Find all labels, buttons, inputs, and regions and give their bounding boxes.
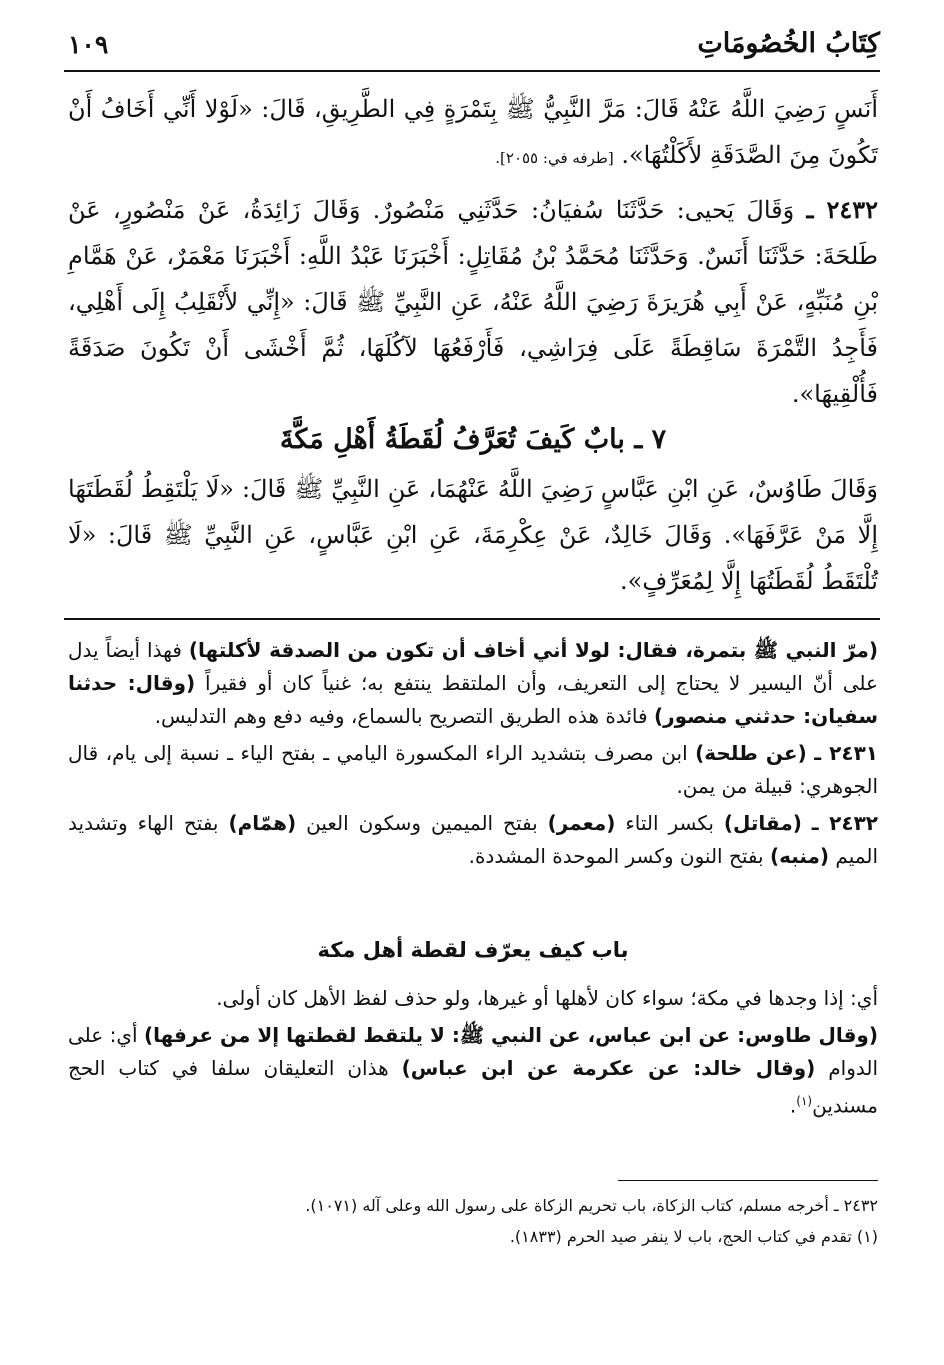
quoted-text: (وقال: حدثنا سفيان: حدثني منصور) bbox=[68, 671, 878, 728]
footnotes bbox=[68, 1190, 878, 1252]
quoted-text: (وقال طاوس: عن ابن عباس، عن النبي ﷺ: لا يلتقط لقطتها إلا من عرفها) bbox=[143, 1023, 879, 1047]
page-header bbox=[64, 28, 880, 64]
commentary-text-4: أي: إذا وجدها في مكة؛ سواء كان لأهلها أو غيرها، ولو حذف لفظ الأهل كان أولى. bbox=[216, 986, 878, 1010]
hadith-text bbox=[68, 86, 878, 417]
commentary-subheading: باب كيف يعرّف لقطة أهل مكة bbox=[317, 938, 629, 962]
commentary-text: بفتح النون وكسر الموحدة المشددة. bbox=[468, 844, 770, 868]
page-number: ١٠٩ bbox=[68, 30, 109, 59]
commentary-text: بفتح الهاء وتشديد الميم bbox=[68, 811, 878, 868]
footnote-rule bbox=[618, 1180, 878, 1181]
section-divider bbox=[64, 618, 880, 620]
chapter-title: ٧ ـ بابٌ كَيفَ تُعَرَّفُ لُقَطَةُ أَهْلِ مَكَّةَ bbox=[279, 424, 667, 455]
book-title: كِتَابُ الخُصُومَاتِ bbox=[697, 28, 880, 59]
commentary-text: بفتح الميمين وسكون العين bbox=[296, 811, 548, 835]
quoted-text: (مقاتل) bbox=[723, 811, 802, 835]
footnote-2: (١) تقدم في كتاب الحج، باب لا ينفر صيد الحرم (١٨٣٣). bbox=[509, 1227, 878, 1246]
hadith-text-1: أَنَسٍ رَضِيَ اللَّهُ عَنْهُ قَالَ: مَرَّ النَّبِيُّ ﷺ بِتَمْرَةٍ فِي الطَّرِيقِ، قَالَ: «لَوْلا أَنِّي أَخَافُ أَنْ تَكُونَ مِنَ الصَّدَقَةِ لأَكَلْتُهَا». bbox=[68, 95, 878, 169]
commentary-text: بكسر التاء bbox=[615, 811, 724, 835]
quoted-text: (همّام) bbox=[228, 811, 297, 835]
hadith-number: ٢٤٣٢ ـ bbox=[806, 195, 878, 224]
commentary-text: أي: على الدوام bbox=[68, 1023, 879, 1080]
footnote-1: ٢٤٣٢ ـ أخرجه مسلم، كتاب الزكاة، باب تحريم الزكاة على رسول الله وعلى آله (١٠٧١). bbox=[305, 1196, 878, 1215]
commentary-text: . bbox=[789, 1093, 797, 1118]
commentary-text: هذان التعليقان سلفا في كتاب الحج مسندين bbox=[68, 1056, 878, 1118]
quoted-text: (معمر) bbox=[547, 811, 616, 835]
cross-reference: [طرفه في: ٢٠٥٥]. bbox=[495, 149, 614, 167]
quoted-text: (وقال خالد: عن عكرمة عن ابن عباس) bbox=[401, 1056, 816, 1080]
quoted-text: (مرّ النبي ﷺ بتمرة، فقال: لولا أني أخاف أن تكون من الصدقة لأكلتها) bbox=[188, 638, 878, 662]
commentary-number: ٢٤٣١ ـ bbox=[814, 741, 878, 765]
header-rule bbox=[64, 70, 880, 72]
commentary-number: ٢٤٣٢ ـ bbox=[811, 811, 878, 835]
commentary-paragraph bbox=[68, 807, 878, 873]
commentary-text: ابن مصرف بتشديد الراء المكسورة اليامي ـ بفتح الياء ـ نسبة إلى يام، قال الجوهري: قبيلة من يمن. bbox=[68, 741, 878, 798]
hadith-paragraph bbox=[68, 86, 878, 181]
commentary-paragraph bbox=[68, 1019, 878, 1123]
commentary-text: فائدة هذه الطريق التصريح بالسماع، وفيه دفع وهم التدليس. bbox=[154, 704, 654, 728]
commentary-paragraph bbox=[68, 737, 878, 803]
commentary-text: فهذا أيضاً يدل على أنّ اليسير لا يحتاج إلى التعريف، وأن الملتقط ينتفع به؛ غنياً كان أو فقيراً bbox=[68, 638, 878, 695]
hadith-text-2: وَقَالَ يَحيى: حَدَّثَنَا سُفيَانُ: حَدَّثَنِي مَنْصُورٌ. وَقَالَ زَائِدَةُ، عَنْ مَنْصُورٍ، عَنْ طَلحَةَ: حَدَّثَنَا أَنَسٌ. وَحَدَّثَنَا مُحَمَّدُ بْنُ مُقَاتِلٍ: أَخْبَرَنَا عَبْدُ اللَّهِ: أَخْبَرَنَا مَعْمَرٌ، عَنْ هَمَّامِ بْنِ مُنَبِّهٍ، عَنْ أَبِي هُرَيرَةَ رَضِيَ اللَّهُ عَنْهُ، عَنِ النَّبِيِّ ﷺ قَالَ: «إِنِّي لأَنْقَلِبُ إِلَى أَهْلِي، فَأَجِدُ التَّمْرَةَ سَاقِطَةً عَلَى فِرَاشِي، فَأَرْفَعُهَا لآكُلَهَا، ثُمَّ أَخْشَى أَنْ تَكُونَ صَدَقَةً فَأُلْقِيهَا». bbox=[68, 196, 879, 408]
commentary-2 bbox=[68, 982, 878, 1127]
footnote-marker[interactable]: (١) bbox=[796, 1094, 813, 1108]
hadith-text-3: وَقَالَ طَاوُسٌ، عَنِ ابْنِ عَبَّاسٍ رَضِيَ اللَّهُ عَنْهُمَا، عَنِ النَّبِيِّ ﷺ قَالَ: «لَا يَلْتَقِطُ لُقَطَتَهَا إِلَّا مَنْ عَرَّفَهَا». وَقَالَ خَالِدٌ، عَنْ عِكْرِمَةَ، عَنِ ابْنِ عَبَّاسٍ، عَنِ النَّبِيِّ ﷺ قَالَ: «لَا تُلْتَقَطُ لُقَطَتُهَا إِلَّا لِمُعَرِّفٍ». bbox=[68, 475, 878, 595]
quoted-text: (منبه) bbox=[769, 844, 830, 868]
commentary-paragraph bbox=[68, 634, 878, 733]
hadith-paragraph bbox=[68, 187, 878, 417]
commentary bbox=[68, 634, 878, 877]
chapter-hadith bbox=[68, 466, 878, 604]
quoted-text: (عن طلحة) bbox=[695, 741, 807, 765]
